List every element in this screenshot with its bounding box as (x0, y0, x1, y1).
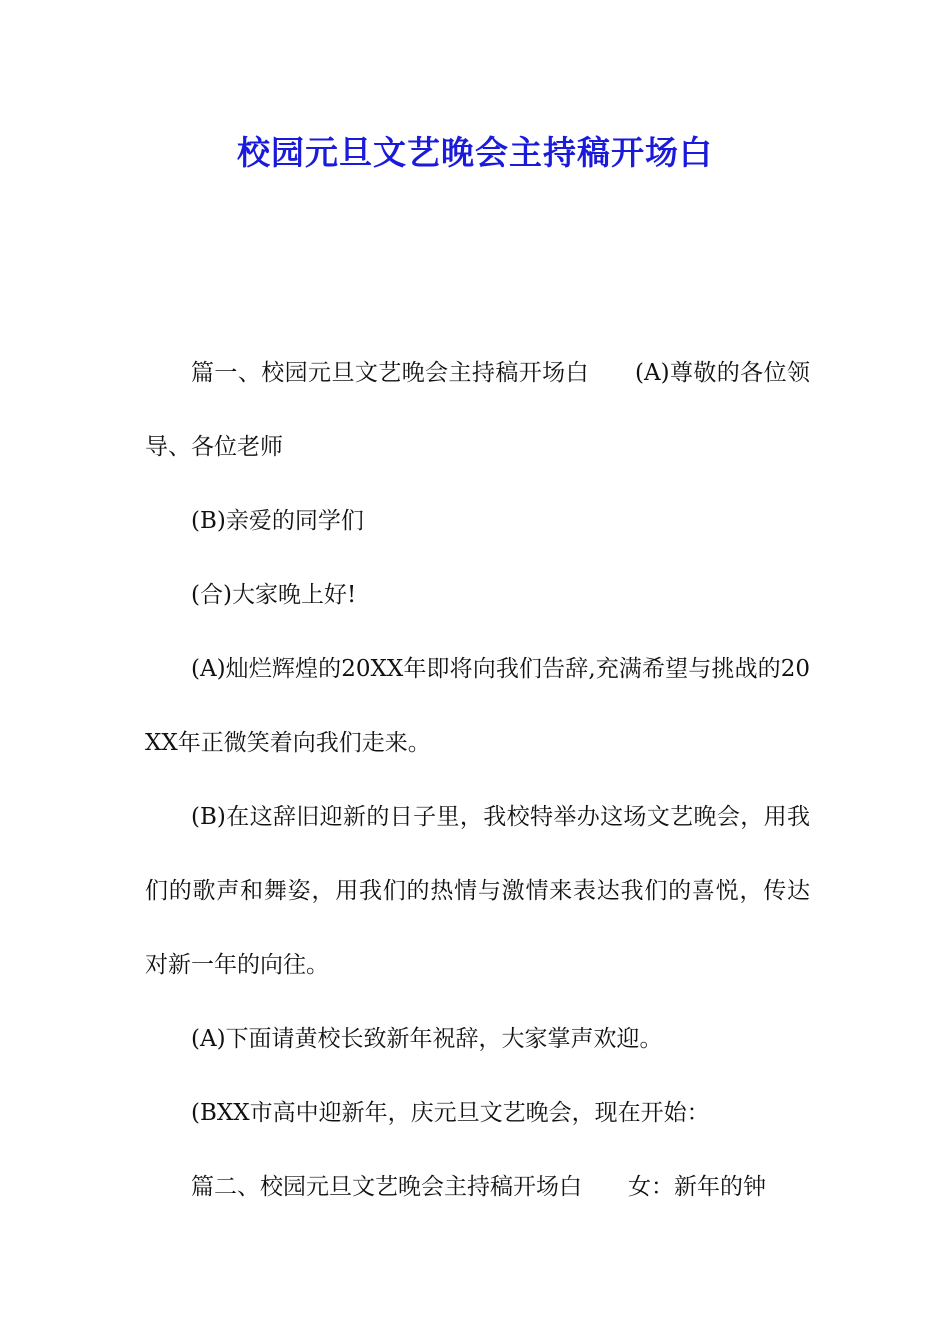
paragraph-8 (145, 1150, 810, 1224)
paragraph-4: (A)灿烂辉煌的20XX年即将向我们告辞,充满希望与挑战的20XX年正微笑着向我们走来。 (145, 656, 810, 756)
paragraph-text: (A)尊敬的各位领导、各位老师 (145, 360, 811, 460)
paragraph-2: (B)亲爱的同学们 (191, 508, 364, 534)
paragraph-6: (A)下面请黄校长致新年祝辞，大家掌声欢迎。 (191, 1026, 663, 1052)
paragraph-7: (BXX市高中迎新年，庆元旦文艺晚会，现在开始： (191, 1100, 710, 1126)
paragraph-5: (B)在这辞旧迎新的日子里，我校特举办这场文艺晚会，用我们的歌声和舞姿，用我们的热情与激情来表达我们的喜悦，传达对新一年的向往。 (145, 804, 810, 978)
paragraph-1 (145, 336, 810, 484)
paragraph-3: (合)大家晚上好! (191, 582, 357, 608)
document-title: 校园元旦文艺晚会主持稿开场白 (237, 133, 713, 172)
section-heading-2: 篇二、校园元旦文艺晚会主持稿开场白 (191, 1174, 582, 1200)
document-body (145, 336, 810, 1224)
section-heading-1: 篇一、校园元旦文艺晚会主持稿开场白 (191, 360, 589, 386)
paragraph-text: 女：新年的钟 (628, 1174, 766, 1200)
